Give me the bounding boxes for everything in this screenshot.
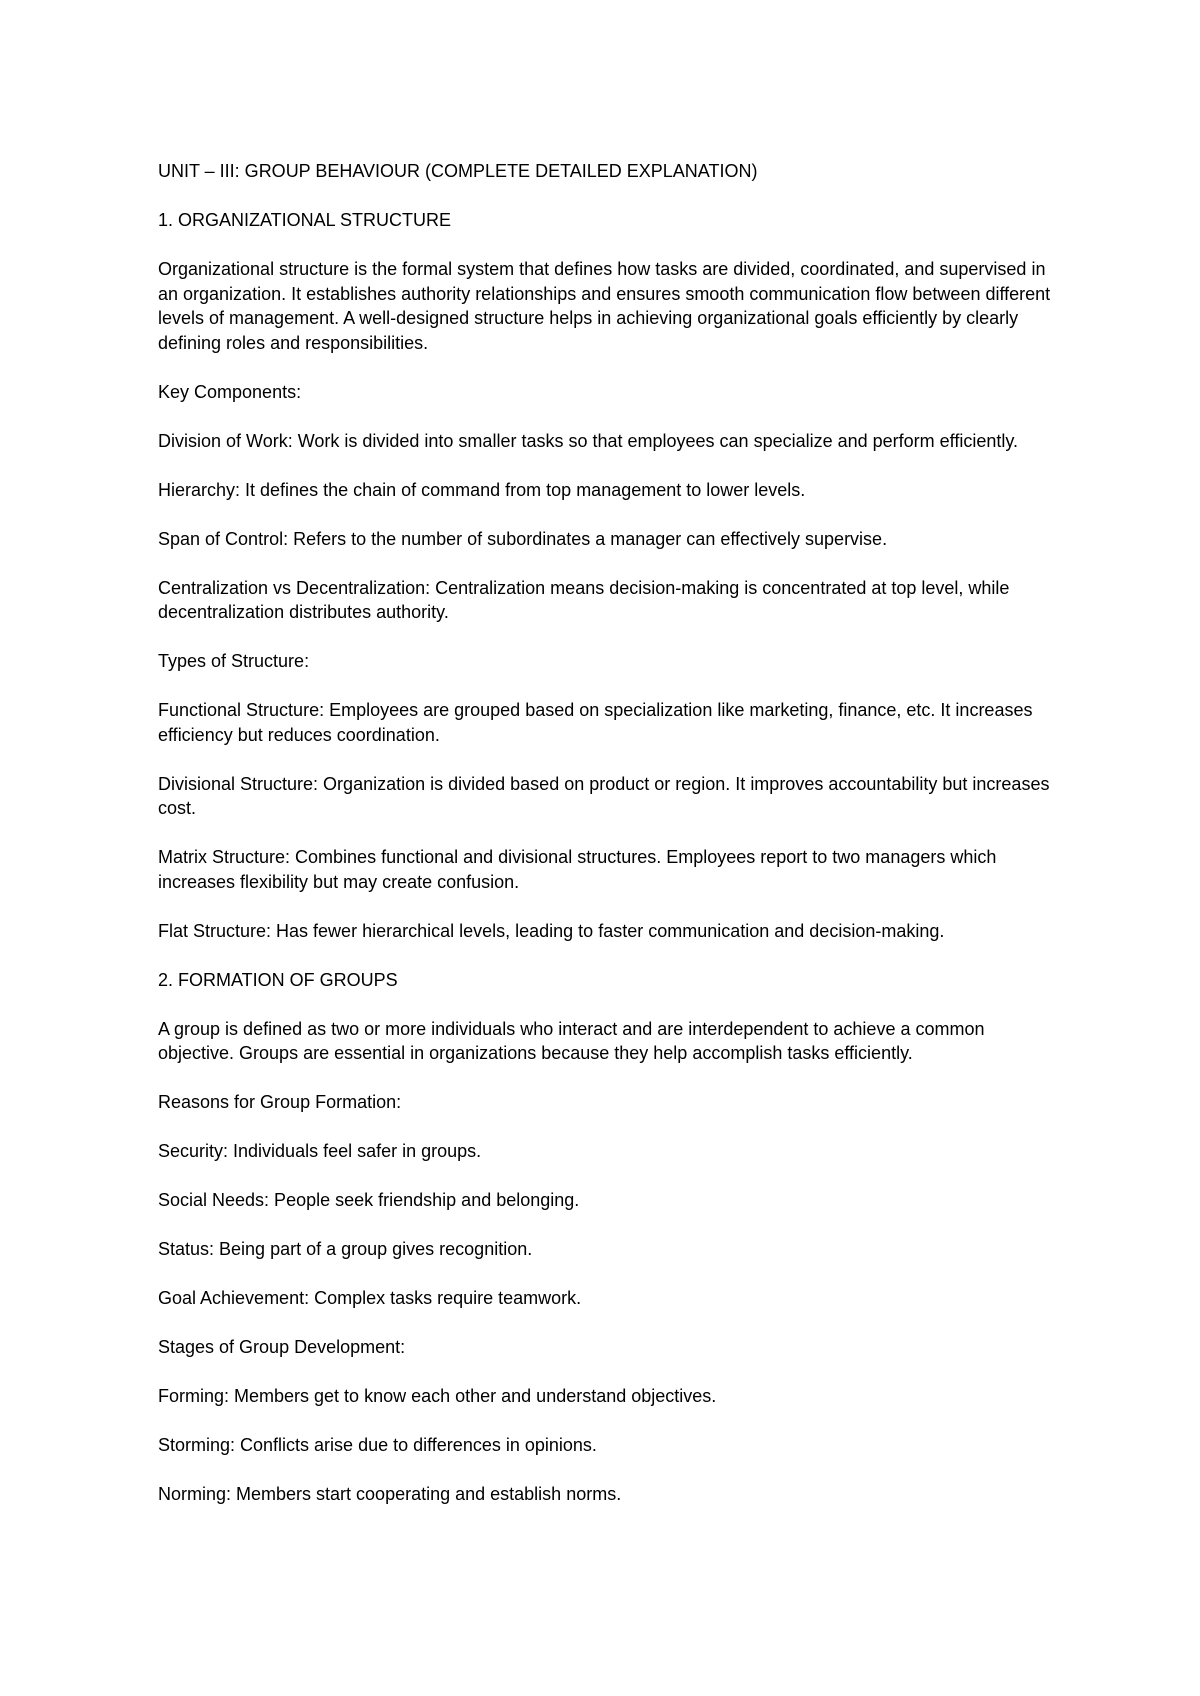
key-component-item: Hierarchy: It defines the chain of command from top management to lower levels. [158,479,806,500]
stage-item: Forming: Members get to know each other and understand objectives. [158,1386,717,1406]
reason-item: Security: Individuals feel safer in groups. [158,1141,482,1161]
subheading-key-components: Key Components: [158,381,302,402]
key-component-item: Span of Control: Refers to the number of subordinates a manager can effectively supervise. [158,528,888,549]
structure-type-item: Divisional Structure: Organization is divided based on product or region. It improves accountability but increases cost. [158,773,1050,818]
paragraph-formation-of-groups-intro: A group is defined as two or more individuals who interact and are interdependent to achieve a common objective. Groups are essential in organizations because they help accomplish tasks efficiently. [158,1018,985,1063]
section-heading-formation-of-groups: 2. FORMATION OF GROUPS [158,969,398,990]
document-title: UNIT – III: GROUP BEHAVIOUR (COMPLETE DETAILED EXPLANATION) [158,161,758,181]
key-component-item: Centralization vs Decentralization: Centralization means decision-making is concentrated at top level, while decentralization distributes authority. [158,577,1010,622]
stage-item: Norming: Members start cooperating and establish norms. [158,1484,622,1504]
key-component-item: Division of Work: Work is divided into smaller tasks so that employees can specialize and perform efficiently. [158,430,1019,451]
structure-type-item: Matrix Structure: Combines functional and divisional structures. Employees report to two managers which increases flexibility but may create confusion. [158,847,997,892]
document-body [158,159,1058,1531]
reason-item: Status: Being part of a group gives recognition. [158,1239,533,1259]
structure-type-item: Functional Structure: Employees are grouped based on specialization like marketing, finance, etc. It increases efficiency but reduces coordination. [158,700,1033,745]
reason-item: Goal Achievement: Complex tasks require teamwork. [158,1288,582,1308]
subheading-types-of-structure: Types of Structure: [158,651,310,671]
section-heading-organizational-structure: 1. ORGANIZATIONAL STRUCTURE [158,210,452,230]
structure-type-item: Flat Structure: Has fewer hierarchical levels, leading to faster communication and decision-making. [158,920,945,941]
subheading-stages-of-group-development: Stages of Group Development: [158,1337,406,1357]
reason-item: Social Needs: People seek friendship and belonging. [158,1190,580,1210]
paragraph-organizational-structure-intro: Organizational structure is the formal system that defines how tasks are divided, coordinated, and supervised in an organization. It establishes authority relationships and ensures smooth communication flow between different levels of management. A well-designed structure helps in achieving organizational goals efficiently by clearly defining roles and responsibilities. [158,259,1051,353]
subheading-reasons-for-group-formation: Reasons for Group Formation: [158,1092,402,1112]
stage-item: Storming: Conflicts arise due to differences in opinions. [158,1435,597,1455]
